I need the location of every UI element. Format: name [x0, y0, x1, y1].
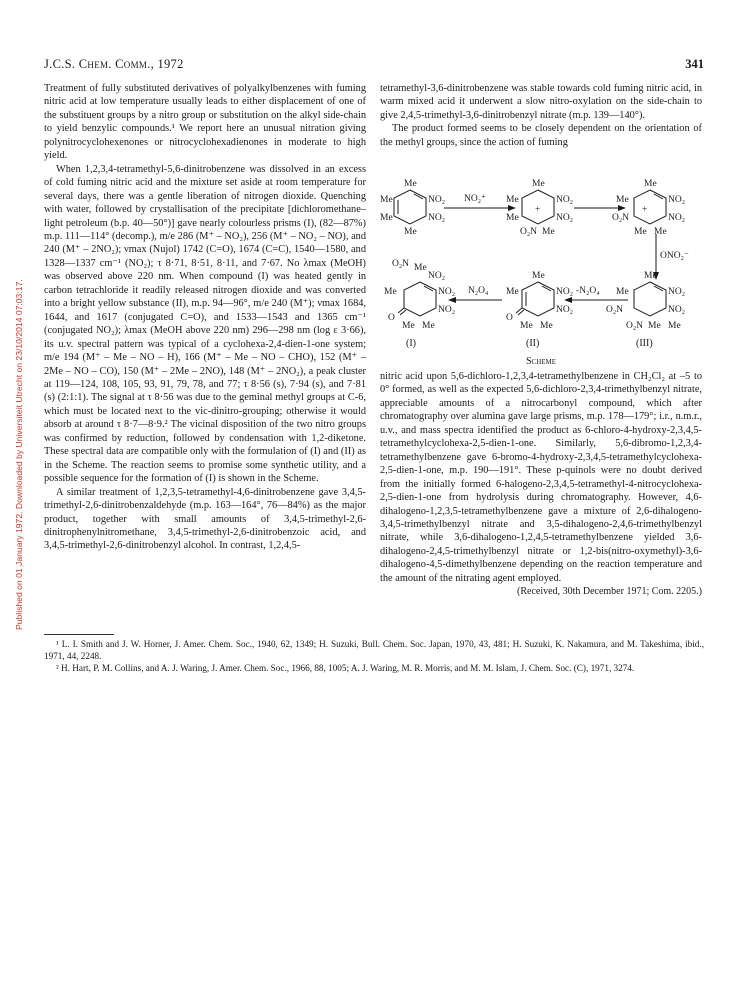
- svg-text:Me: Me: [380, 195, 393, 205]
- page-number: 341: [685, 57, 704, 71]
- svg-text:NO₂: NO₂: [668, 305, 686, 315]
- right-column-top: [380, 82, 702, 149]
- svg-text:O₂N: O₂N: [392, 259, 410, 269]
- svg-text:NO₂: NO₂: [556, 287, 574, 297]
- svg-text:+: +: [535, 205, 541, 215]
- scheme-caption: Scheme: [525, 356, 557, 367]
- svg-text:Me: Me: [532, 271, 545, 281]
- svg-text:NO₂: NO₂: [428, 213, 446, 223]
- paragraph: A similar treatment of 1,2,3,5-tetramethyl-4,6-dinitrobenzene gave 3,4,5-trimethyl-2,6-dinitrobenzaldehyde (m.p. 163—164°, 76—84%) as the major product, together with small amounts of 3,4,5-trimethyl-2,6-dinitrophenylnitromethane, 3,4,5-trimethyl-2,6-dinitrobenzoic acid, and 3,4,5-trimethyl-2,6-dinitrobenzyl alcohol. In contrast, 1,2,4,5-: [44, 486, 366, 552]
- paragraph: nitric acid upon 5,6-dichloro-1,2,3,4-tetramethylbenzene in CH₂Cl₂ at –5 to 0° formed, as well as the expected 5,6-dichloro-2,3,4-trimethylbenzyl nitrate, appreciable amounts of a nitrocarbonyl compound, which after chromatography over alumina gave large prisms, m.p. 178—179°; i.r., n.m.r., u.v., and mass spectra identified the product as 6-chloro-4-hydroxy-2,3,4,5-tetramethylcyclohexa-2,5-dien-1-one. Similarly, 5,6-dibromo-1,2,3,4-tetramethylbenzene gave 6-bromo-4-hydroxy-2,3,4,5-tetramethylcyclohexa-2,5-dien-1-one, m.p. 190—191°. These p-quinols were no doubt derived from the initially formed 6-halogeno-2,3,4,5-tetramethyl-4-nitrocyclohexa-2,5-dien-1-one from hydrolysis during chromatography. However, 4,6-dihalogeno-1,2,3,5-tetramethylbenzene gave a mixture of 2,6-dihalogeno-3,4,5-trimethylbenzyl nitrate and 3,5-dihalogeno-2,4,6-trimethylbenzyl nitrate, while 3,6-dihalogeno-1,2,4,5-tetramethylbenzene yielded 3,6-dihalogeno-2,4,5-trimethylbenzyl nitrate or 1,2-bis(nitro-oxymethyl)-3,6-dihalogeno-4,5-dimethylbenzene depending on the reaction temperature and the amount of the nitrating agent employed.: [380, 371, 702, 584]
- svg-text:NO₂: NO₂: [428, 271, 446, 281]
- benzene-ring: [394, 190, 426, 224]
- svg-text:NO₂: NO₂: [668, 287, 686, 297]
- svg-text:Me: Me: [654, 227, 667, 237]
- footnote-rule: [44, 634, 114, 635]
- paragraph: The product formed seems to be closely dependent on the orientation of the methyl groups, since the action of fuming: [380, 123, 702, 148]
- svg-text:Me: Me: [644, 271, 657, 281]
- ring-II: [522, 282, 554, 316]
- label-III: (III): [636, 338, 653, 349]
- footnotes: [44, 638, 704, 674]
- svg-text:Me: Me: [520, 321, 533, 331]
- svg-text:Me: Me: [402, 321, 415, 331]
- svg-text:Me: Me: [506, 287, 519, 297]
- paragraph: tetramethyl-3,6-dinitrobenzene was stable towards cold fuming nitric acid, in warm mixed acid it underwent a slow nitro-oxylation on the side-chain to give 2,4,5-trimethyl-3,6-dinitrobenzyl nitrate (m.p. 139—140°).: [380, 83, 702, 121]
- svg-text:NO₂: NO₂: [428, 195, 446, 205]
- svg-text:Me: Me: [668, 321, 681, 331]
- svg-text:Me: Me: [404, 227, 417, 237]
- label-II: (II): [526, 338, 540, 349]
- svg-text:Me: Me: [634, 227, 647, 237]
- svg-text:Me: Me: [616, 195, 629, 205]
- svg-text:Me: Me: [648, 321, 661, 331]
- reagent-loss-n2o4: -N₂O₄: [576, 286, 600, 296]
- ring-III: [634, 282, 666, 316]
- svg-text:Me: Me: [506, 195, 519, 205]
- svg-text:NO₂: NO₂: [438, 305, 456, 315]
- svg-text:O₂N: O₂N: [612, 213, 630, 223]
- scheme-drawing: [380, 168, 702, 368]
- svg-text:NO₂: NO₂: [438, 287, 456, 297]
- svg-text:Me: Me: [414, 263, 427, 273]
- page-header: [44, 57, 704, 77]
- svg-text:Me: Me: [404, 179, 417, 189]
- paragraph: When 1,2,3,4-tetramethyl-5,6-dinitrobenzene was dissolved in an excess of cold fuming nitric acid and the mixture set aside at room temperature for several days, there was a gentle liberation of nitrogen dioxide. Quenching with water, followed by crystallisation of the precipitate [dichloromethane–light petroleum (b.p. 40—50°)] gave nearly colourless prisms (I), (82—87%) m.p. 111—114° (decomp.), m/e 286 (M⁺ – NO₂), 256 (M⁺ – NO₂ – NO), and 240 (M⁺ – 2NO₂); νmax (Nujol) 1742 (C=O), 1674 (C=C), 1540—1580, and 1328—1337 cm⁻¹ (NO₂); τ 8·71, 8·51, 8·11, and 7·67. No λmax (MeOH) was observed above 220 nm. When compound (I) was heated gently in carbon tetrachloride it readily released nitrogen dioxide and was converted into a bright yellow substance (II), m.p. 94—96°, m/e 240 (M⁺); νmax 1684, 1644, and 1617 (conjugated C=O), and 1533—1543 and 1365 cm⁻¹ (conjugated NO₂); λmax (MeOH above 220 nm) 296—298 nm (log ε 3·66), its u.v. spectral pattern was typical of a cyclohexa-2,4-dien-1-one system; m/e 194 (M⁺ – Me – NO – H), 166 (M⁺ – Me – NO – CHO), 152 (M⁺ – 2Me – NO – CO), 150 (M⁺ – 2Me – 2NO), 148 (M⁺ – 2NO₂), a peak cluster at 119—124, 108, 105, 93, 91, 79, 78, and 77; τ 8·56 (s), 7·94 (s), and 7·81 (s) (2:1:1). The signal at τ 8·56 was due to the geminal methyl groups at C-6, which must be located next to the vic-dinitro-grouping; otherwise it would absorb at around τ 8·7—8·9.² The vicinal disposition of the two nitro groups was confirmed by reduction, followed by condensation with 1,2-diketone. These spectral data are compatible only with the formulation of (I) and (II) as in the Scheme. The reaction seems to promise some synthetic utility, and a possible sequence for the formation of (I) is shown in the Scheme.: [44, 163, 366, 485]
- svg-text:NO₂: NO₂: [556, 195, 574, 205]
- left-column: [44, 82, 366, 553]
- label-I: (I): [406, 338, 416, 349]
- svg-text:NO₂: NO₂: [556, 305, 574, 315]
- reagent-nitronium: NO₂⁺: [464, 194, 487, 204]
- svg-text:O₂N: O₂N: [606, 305, 624, 315]
- nitro-adduct-ring: [634, 190, 666, 224]
- footnote: ¹ L. I. Smith and J. W. Horner, J. Amer. Chem. Soc., 1940, 62, 1349; H. Suzuki, Bull. Chem. Soc. Japan, 1970, 43, 481; H. Suzuki, K. Nakamura, and M. Takeshima, ibid., 1971, 44, 2248.: [44, 639, 704, 661]
- svg-text:Me: Me: [532, 179, 545, 189]
- right-column-bottom: [380, 370, 702, 599]
- svg-text:O: O: [388, 313, 395, 323]
- ring-I: [404, 282, 436, 316]
- svg-text:Me: Me: [384, 287, 397, 297]
- svg-text:Me: Me: [422, 321, 435, 331]
- svg-text:NO₂: NO₂: [668, 213, 686, 223]
- svg-text:O₂N: O₂N: [520, 227, 538, 237]
- reagent-n2o4: N₂O₄: [468, 286, 489, 296]
- svg-text:Me: Me: [540, 321, 553, 331]
- svg-text:Me: Me: [542, 227, 555, 237]
- svg-text:Me: Me: [506, 213, 519, 223]
- svg-text:Me: Me: [616, 287, 629, 297]
- svg-text:+: +: [642, 205, 648, 215]
- footnote: ² H. Hart, P. M. Collins, and A. J. Waring, J. Amer. Chem. Soc., 1966, 88, 1005; A. J. Waring, M. R. Morris, and M. M. Islam, J. Chem. Soc. (C), 1971, 3274.: [56, 663, 635, 673]
- received-date: (Received, 30th December 1971; Com. 2205.): [517, 586, 702, 598]
- journal-title: J.C.S. Chem. Comm., 1972: [44, 57, 184, 71]
- reagent-onono2: ONO₂⁻: [660, 251, 689, 261]
- svg-text:Me: Me: [644, 179, 657, 189]
- reaction-scheme: [380, 168, 702, 368]
- download-sidebar-note: Published on 01 January 1972. Downloaded by Universiteit Utrecht on 23/10/2014 07:03:17.: [14, 279, 24, 630]
- svg-text:Me: Me: [380, 213, 393, 223]
- svg-text:NO₂: NO₂: [668, 195, 686, 205]
- paragraph: Treatment of fully substituted derivatives of polyalkylbenzenes with fuming nitric acid at low temperature usually leads to either displacement of one of the substituent groups by a nitro group or substitution on the alkyl side-chain to yield benzylic compounds.¹ We report here an unusual nitration giving polynitrocyclohexenones or nitrocyclohexadienones in moderate to high yield.: [44, 83, 366, 162]
- svg-text:NO₂: NO₂: [556, 213, 574, 223]
- svg-text:O: O: [506, 313, 513, 323]
- svg-text:O₂N: O₂N: [626, 321, 644, 331]
